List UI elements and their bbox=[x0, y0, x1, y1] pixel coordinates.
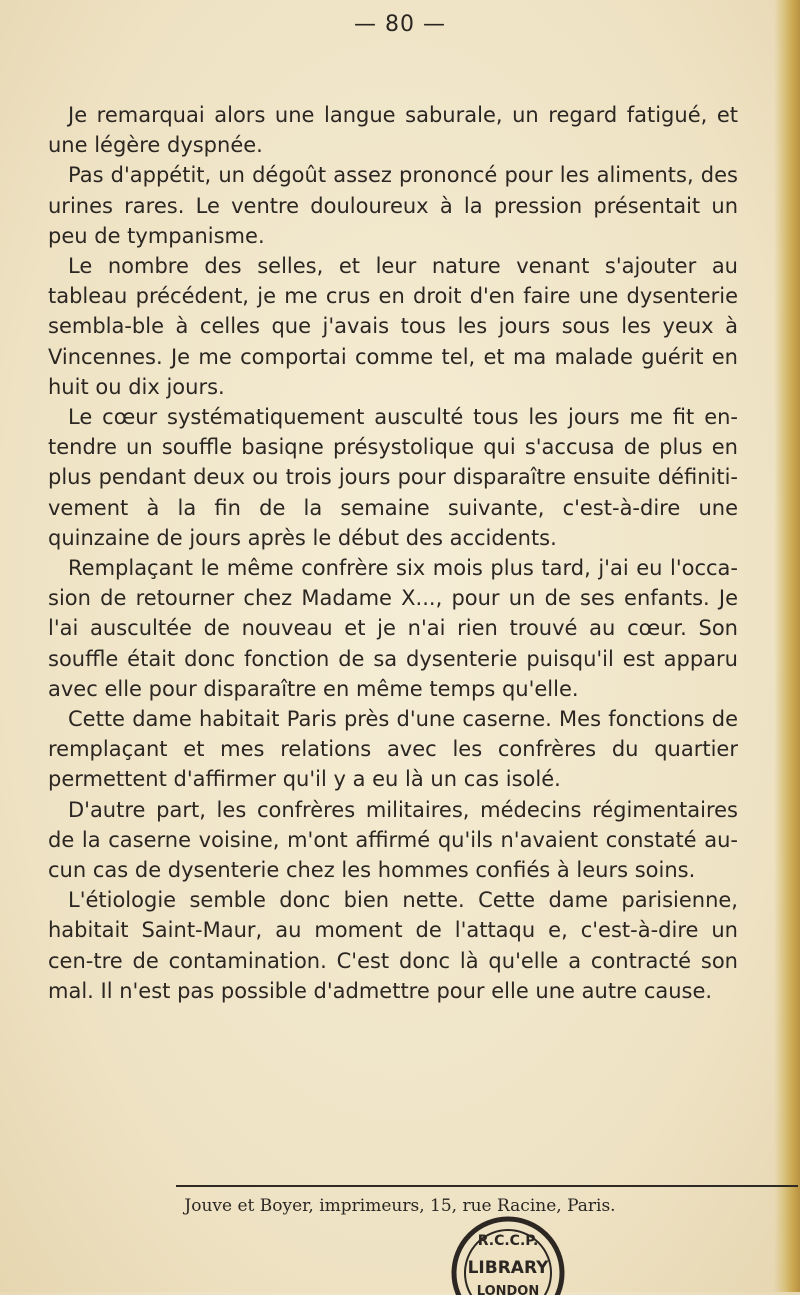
paragraph-6: Cette dame habitait Paris près d'une caserne. Mes fonctions de remplaçant et mes relations avec les confrères du quartier permettent d'affirmer qu'il y a eu là un cas isolé. bbox=[48, 707, 738, 792]
body-text bbox=[48, 100, 738, 1006]
footer-rule bbox=[176, 1185, 798, 1187]
paragraph-8: L'étiologie semble donc bien nette. Cette dame parisienne, habitait Saint-Maur, au moment de l'attaqu e, c'est-à-dire un cen-tre de contamination. C'est donc là qu'elle a contracté son mal. Il n'est pas possible d'admettre pour elle une autre cause. bbox=[48, 888, 738, 1003]
paragraph-4: Le cœur systématiquement ausculté tous les jours me fit en-tendre un souffle basiqne présystolique qui s'accusa de plus en plus pendant deux ou trois jours pour disparaître ensuite définiti-vement à la fin de la semaine suivante, c'est-à-dire une quinzaine de jours après le début des accidents. bbox=[48, 405, 738, 550]
paragraph-5: Remplaçant le même confrère six mois plus tard, j'ai eu l'occa-sion de retourner chez Madame X..., pour un de ses enfants. Je l'ai auscultée de nouveau et je n'ai rien trouvé au cœur. Son souffle était donc fonction de sa dysenterie puisqu'il est apparu avec elle pour disparaître en même temps qu'elle. bbox=[48, 556, 738, 701]
printer-imprint: Jouve et Boyer, imprimeurs, 15, rue Racine, Paris. bbox=[184, 1196, 616, 1216]
paragraph-7: D'autre part, les confrères militaires, médecins régimentaires de la caserne voisine, m'ont affirmé qu'ils n'avaient constaté au-cun cas de dysenterie chez les hommes confiés à leurs soins. bbox=[48, 797, 738, 883]
paragraph-2: Pas d'appétit, un dégoût assez prononcé pour les aliments, des urines rares. Le ventre douloureux à la pression présentait un peu de tympanisme. bbox=[48, 163, 738, 248]
stamp-bottom-text: LONDON bbox=[476, 1284, 540, 1295]
library-stamp-icon bbox=[438, 1215, 578, 1295]
page-edge-shadow bbox=[774, 0, 800, 1292]
paragraph-1: Je remarquai alors une langue saburale, un regard fatigué, et une légère dyspnée. bbox=[48, 103, 738, 158]
page-number: — 80 — bbox=[354, 12, 446, 37]
stamp-center-text: LIBRARY bbox=[467, 1258, 549, 1278]
paragraph-3: Le nombre des selles, et leur nature venant s'ajouter au tableau précédent, je me crus en droit d'en faire une dysenterie sembla-ble à celles que j'avais tous les jours sous les yeux à Vincennes. Je me comportai comme tel, et ma malade guérit en huit ou dix jours. bbox=[48, 254, 738, 399]
stamp-top-text: R.C.C.P. bbox=[477, 1233, 539, 1249]
